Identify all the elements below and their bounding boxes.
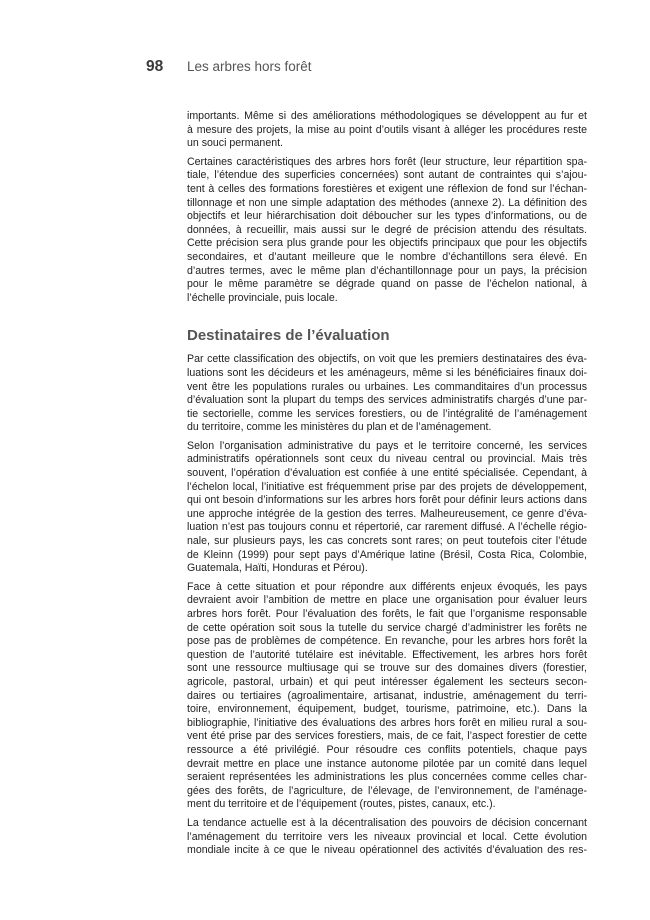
text-line: d’évaluation sont la plupart du temps des services administratifs chargés d’une par- [187,394,587,407]
text-line: Par cette classification des objectifs, on voit que les premiers destinataires des éva- [187,353,587,366]
paragraph [187,156,587,306]
text-line: agricole, pastoral, urbain) et qui peut intéresser également les secteurs secon- [187,675,587,688]
text-line: daires ou tertiaires (agroalimentaire, artisanat, industrie, aménagement du terri- [187,689,587,702]
text-line: l’aménagement du territoire vers les niveaux provincial et local. Cette évolution [187,830,587,843]
text-line: un souci permanent. [187,137,283,150]
text-line: bibliographie, l’initiative des évaluations des arbres hors forêt en milieu rural a sou- [187,716,587,729]
text-line: une approche intégrée de la gestion des terres. Malheureusement, ce genre d’éva- [187,507,587,520]
text-line: nale, sur plusieurs pays, les cas concrets sont rares; on peut toutefois citer l’étude [187,535,587,548]
text-line: pose pas de problèmes de compétence. En revanche, pour les arbres hors forêt la [187,635,587,648]
text-line: mondiale incite à ce que le niveau opérationnel des activités d’évaluation des res- [187,844,587,857]
text-line: objectifs et leur hiérarchisation doit déboucher sur les types d’informations, ou de [187,210,587,223]
text-line: La tendance actuelle est à la décentralisation des pouvoirs de décision concernant [187,816,587,829]
text-line: qui ont besoin d’informations sur les arbres hors forêt pour définir leurs actions dans [187,494,587,507]
paragraphs-after-heading [187,353,587,857]
text-line: gées des forêts, de l’agriculture, de l’élevage, de l’environnement, de l’aménage- [187,784,587,797]
text-line: Cette précision sera plus grande pour les objectifs principaux que pour les objectifs [187,237,587,250]
text-line: tillonnage et non une simple adaptation des méthodes (annexe 2). La définition des [187,196,587,209]
text-line: tent à celles des formations forestières et exigent une réflexion de fond sur l’échan- [187,182,587,195]
text-line: devrait mettre en place une instance autonome pilotée par un comité dans lequel [187,757,587,770]
text-line: importants. Même si des améliorations méthodologiques se développent au fur et [187,110,587,122]
text-line: tiale, l’étendue des superficies concernées) sont autant de contraintes qui s’ajou- [187,169,587,182]
text-line: à mesure des projets, la mise au point d’outils visant à alléger les procédures reste [187,123,587,136]
text-line: l’échelle provinciale, puis locale. [187,291,338,304]
text-line: pour le même paramètre se dégrade quand on passe de l’échelon national, à [187,278,587,291]
text-line: luation n’est pas toujours connu et répertorié, car rarement diffusé. A l’échelle régio- [187,521,587,534]
text-line: devraient avoir l’ambition de mettre en place une organisation pour évaluer leurs [187,594,587,607]
text-line: tie sectorielle, comme les services forestiers, ou de l’intégralité de l’aménagement [187,407,587,420]
paragraph [187,440,587,576]
text-line: arbres hors forêt. Pour l’évaluation des forêts, le fait que l’organisme responsable [187,608,587,620]
text-line: de cette opération soit sous la tutelle du service chargé d’administrer les forêts ne [187,621,587,634]
text-line: d’autres termes, avec le même plan d’échantillonnage pour un pays, la précision [187,264,587,277]
paragraphs-before-heading [187,110,587,305]
text-line: Guatemala, Haïti, Honduras et Pérou). [187,562,368,575]
text-line: du territoire, comme les ministères du plan et de l’aménagement. [187,421,492,434]
text-line: de Kleinn (1999) pour sept pays d’Amérique latine (Brésil, Costa Rica, Colombie, [187,548,587,561]
text-line: vent été prise par des services forestiers, mais, de ce fait, l’aspect forestier de cette [187,730,587,743]
text-line: Face à cette situation et pour répondre aux différents enjeux évoqués, les pays [187,580,587,593]
page-body [187,110,587,863]
text-line: administratifs opérationnels sont ceux du niveau central ou provincial. Mais très [187,453,587,466]
paragraph [187,110,587,151]
text-line: Certaines caractéristiques des arbres hors forêt (leur structure, leur répartition spa- [187,155,587,168]
paragraph [187,353,587,435]
text-line: ressource a été privilégié. Pour résoudre ces conflits potentiels, chaque pays [187,743,587,756]
text-line: sont une ressource multiusage qui se trouve sur des domaines divers (forestier, [187,662,587,675]
paragraph [187,817,587,858]
section-heading: Destinataires de l’évaluation [187,327,390,345]
text-line: données, à recueillir, mais aussi sur le degré de précision attendu des résultats. [187,223,587,236]
text-line: toire, environnement, équipement, budget, tourisme, patrimoine, etc.). Dans la [187,703,587,716]
text-line: l’échelon local, l’initiative est fréquemment prise par des projets de développement, [187,480,587,493]
text-line: seraient représentées les administrations les plus concernées comme celles char- [187,771,587,784]
text-line: question de l’autorité tutélaire est inévitable. Effectivement, les arbres hors forêt [187,648,587,661]
text-line: luations sont les décideurs et les aménageurs, même si les bénéficiaires finaux doi- [187,366,587,379]
text-line: souvent, l’opération d’évaluation est confiée à une entité spécialisée. Cependant, à [187,467,587,480]
page-number: 98 [146,58,164,75]
paragraph [187,581,587,812]
text-line: Selon l’organisation administrative du pays et le territoire concerné, les services [187,439,587,452]
text-line: secondaires, et d’autant meilleure que le nombre d’échantillons sera élevé. En [187,250,587,263]
text-line: ment du territoire et de l’équipement (routes, pistes, canaux, etc.). [187,798,496,811]
running-title: Les arbres hors forêt [187,59,312,74]
text-line: vent être les populations rurales ou urbaines. Les commanditaires d’un processus [187,380,587,393]
